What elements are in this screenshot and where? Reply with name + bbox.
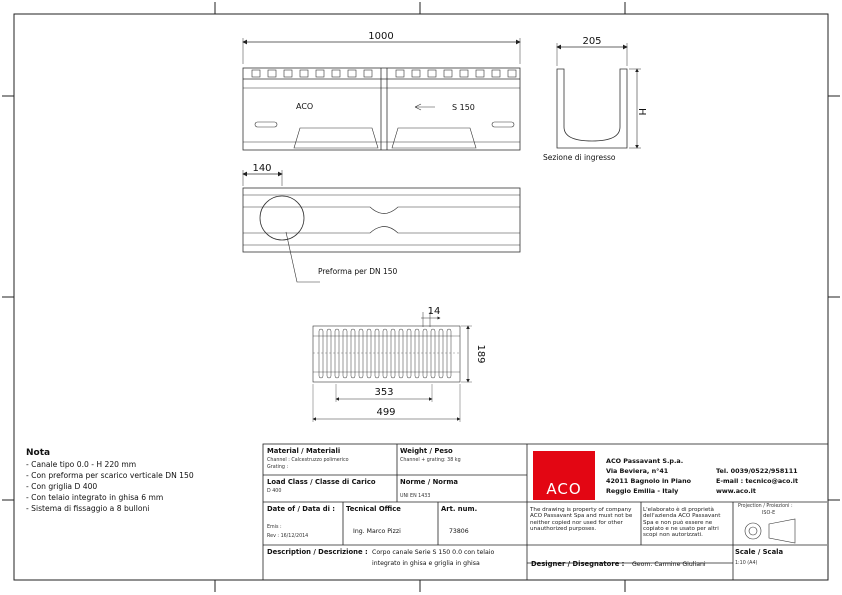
company-name: ACO Passavant S.p.a. (606, 457, 684, 465)
scale-value: 1:10 (A4) (735, 561, 758, 566)
section-caption: Sezione di ingresso (543, 153, 616, 162)
art-label: Art. num. (441, 505, 478, 513)
company-tel: Tel. 0039/0522/958111 (716, 467, 798, 475)
note-line-3: - Con griglia D 400 (26, 482, 98, 491)
grid-dim-outer: 499 (376, 407, 396, 418)
designer-label: Designer / Disegnatore : (531, 560, 625, 568)
body-mark-left: ACO (296, 102, 314, 111)
dim-offset: 140 (252, 163, 272, 174)
material-label: Material / Materiali (267, 447, 341, 455)
company-region: Reggio Emilia - Italy (606, 487, 679, 495)
rev-label: Rev : 16/12/2014 (267, 534, 309, 539)
desc-label: Description / Descrizione : (267, 548, 368, 556)
channel-elevation (243, 38, 520, 150)
dim-length: 1000 (368, 31, 394, 42)
inlet-section (557, 43, 641, 148)
material-channel: Channel : Calcestruzzo polimerico (267, 458, 349, 463)
grid-dim-bar: 14 (427, 306, 441, 317)
desc-line-1: Corpo canale Serie S 150 0.0 con telaio (372, 549, 495, 556)
note-title: Nota (26, 448, 51, 458)
norm-value: UNI EN 1433 (400, 494, 431, 499)
norm-label: Norme / Norma (400, 478, 458, 486)
company-street: Via Beviera, n°41 (606, 467, 669, 475)
emis-label: Emis : (267, 525, 282, 530)
load-value: D 400 (267, 489, 282, 494)
projection-value: ISO-E (762, 511, 776, 516)
load-label: Load Class / Classe di Carico (267, 478, 376, 486)
scale-label: Scale / Scala (735, 548, 784, 556)
projection-label: Projection / Proiezioni : (738, 504, 793, 509)
company-email: E-mail : tecnico@aco.it (716, 477, 799, 485)
legal-note-it: L'elaborato è di proprietà dell'azienda ACO Passavant Spa e non può essere ne copiato e ne usato per altri scopi non autorizzati. (643, 507, 721, 538)
legal-note-en: The drawing is property of company ACO Passavant Spa and must not be neither copied nor used for other unauthorized purposes. (530, 507, 633, 532)
weight-value: Channel + grating: 38 kg (400, 458, 461, 463)
grid-dim-height: 189 (475, 344, 486, 364)
dim-width: 205 (582, 36, 602, 47)
designer-value: Geom. Carmine Giuliani (632, 561, 706, 568)
desc-line-2: integrato in ghisa e griglia in ghisa (372, 560, 480, 567)
office-value: Ing. Marco Pizzi (353, 528, 401, 535)
date-label: Date of / Data di : (267, 505, 336, 513)
channel-plan (243, 170, 520, 282)
note-line-4: - Con telaio integrato in ghisa 6 mm (26, 493, 164, 502)
material-grating: Grating : (267, 465, 289, 470)
grid-dim-inner: 353 (374, 387, 394, 398)
art-value: 73806 (449, 528, 469, 535)
company-web: www.aco.it (716, 487, 756, 495)
body-mark-right: S 150 (452, 103, 475, 112)
aco-logo-text: ACO (546, 480, 582, 498)
grating-view (313, 312, 472, 422)
aco-logo (533, 451, 595, 500)
office-label: Tecnical Office (346, 505, 401, 513)
company-city: 42011 Bagnolo in Piano (606, 477, 692, 485)
note-line-2: - Con preforma per scarico verticale DN 150 (26, 471, 194, 480)
note-line-5: - Sistema di fissaggio a 8 bulloni (26, 504, 150, 513)
weight-label: Weight / Peso (400, 447, 453, 455)
dim-height: H (636, 108, 647, 116)
note-line-1: - Canale tipo 0.0 - H 220 mm (26, 460, 137, 469)
preform-caption: Preforma per DN 150 (318, 267, 398, 276)
projection-symbol (745, 519, 795, 543)
